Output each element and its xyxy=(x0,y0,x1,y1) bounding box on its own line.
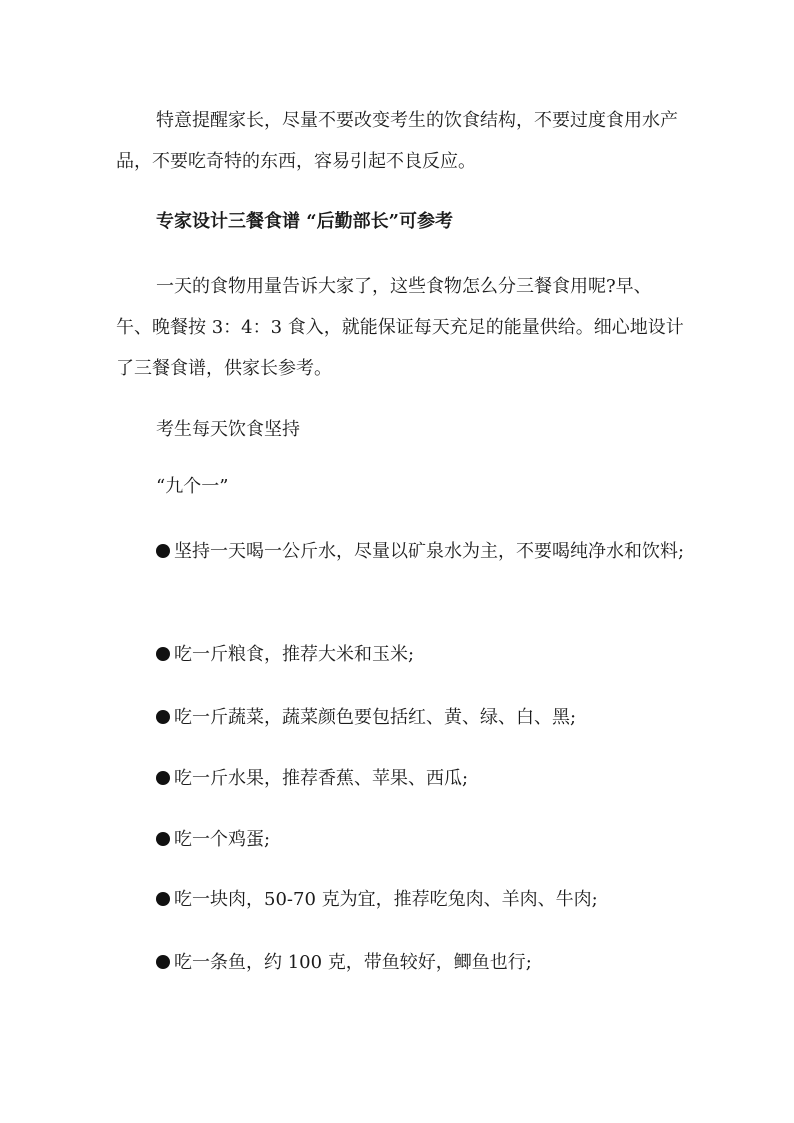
list-item-text: 吃一斤水果，推荐香蕉、苹果、西瓜; xyxy=(174,768,469,789)
paragraph-nine-ones: “九个一” xyxy=(156,476,229,497)
paragraph-meal-ratio: 一天的食物用量告诉大家了，这些食物怎么分三餐食用呢?早、午、晚餐按 3：4：3 食入，就能保证每天充足的能量供给。细心地设计了三餐食谱，供家长参考。 xyxy=(116,276,684,379)
list-item-text: 吃一块肉，50-70 克为宜，推荐吃兔肉、羊肉、牛肉; xyxy=(174,889,598,910)
list-item-text: 吃一个鸡蛋; xyxy=(174,829,271,850)
list-item-text: 吃一条鱼，约 100 克，带鱼较好，鲫鱼也行; xyxy=(174,952,532,973)
list-item xyxy=(116,697,686,738)
list-item xyxy=(116,531,686,572)
paragraph-daily-diet: 考生每天饮食坚持 xyxy=(156,419,300,440)
bullet-icon xyxy=(156,955,170,969)
bullet-icon xyxy=(156,647,170,661)
list-item xyxy=(116,819,686,860)
section-heading: 专家设计三餐食谱 “后勤部长”可参考 xyxy=(156,211,453,232)
list-item xyxy=(116,942,686,983)
bullet-icon xyxy=(156,544,170,558)
list-item xyxy=(116,879,686,920)
list-item-text: 吃一斤蔬菜，蔬菜颜色要包括红、黄、绿、白、黑; xyxy=(174,707,577,728)
bullet-icon xyxy=(156,832,170,846)
bullet-icon xyxy=(156,892,170,906)
bullet-icon xyxy=(156,771,170,785)
list-item-text: 吃一斤粮食，推荐大米和玉米; xyxy=(174,644,415,665)
paragraph-reminder: 特意提醒家长，尽量不要改变考生的饮食结构，不要过度食用水产品，不要吃奇特的东西，容易引起不良反应。 xyxy=(116,110,678,172)
list-item xyxy=(116,758,686,799)
list-item xyxy=(116,634,686,675)
list-item-text: 坚持一天喝一公斤水，尽量以矿泉水为主，不要喝纯净水和饮料; xyxy=(174,541,685,562)
bullet-icon xyxy=(156,710,170,724)
